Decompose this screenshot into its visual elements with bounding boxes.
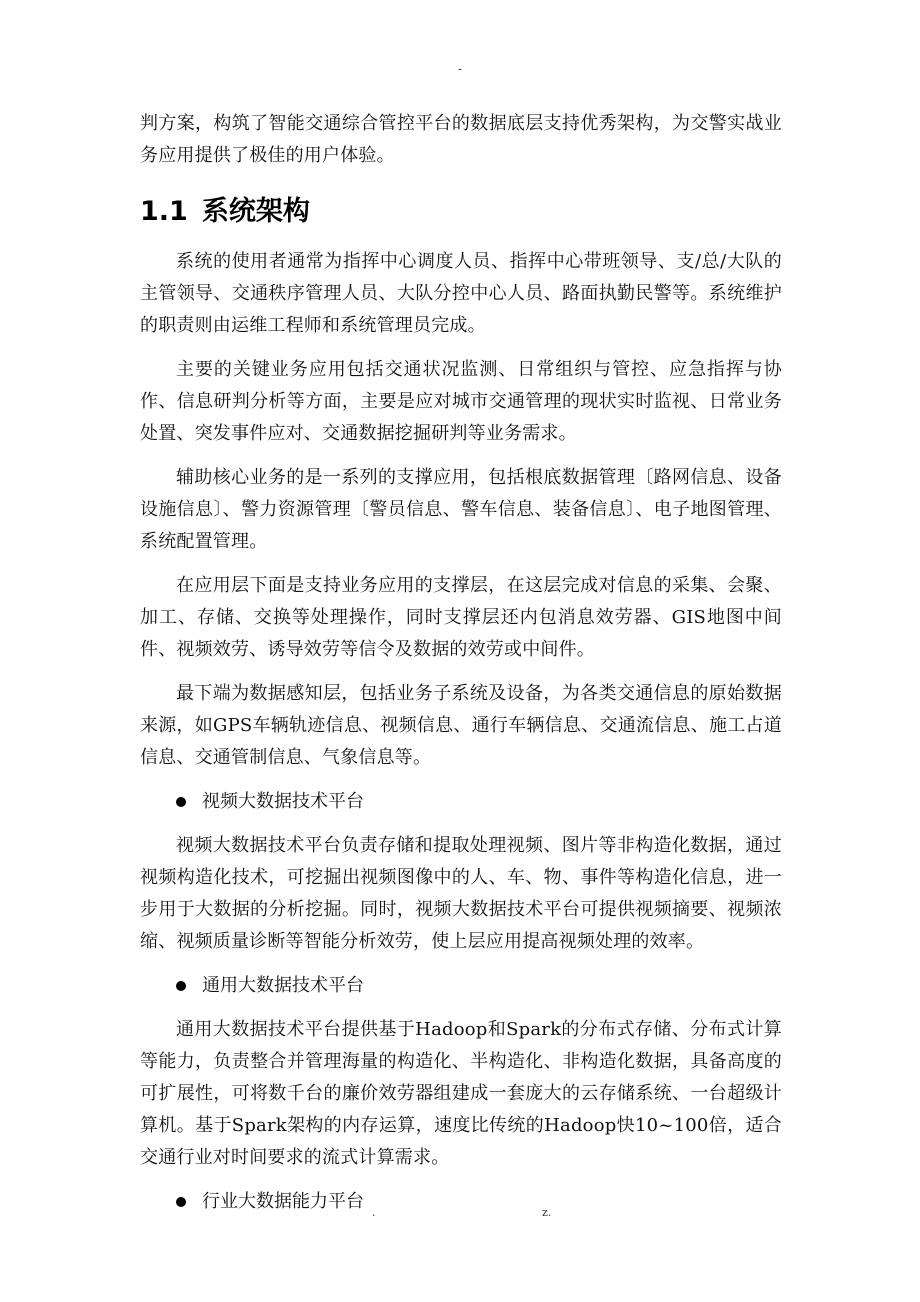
section-number: 1.1 bbox=[140, 196, 188, 227]
bullet-label: 视频大数据技术平台 bbox=[202, 791, 364, 812]
footer-right-mark: z. bbox=[542, 1206, 552, 1219]
paragraph-support-layer: 在应用层下面是支持业务应用的支撑层，在这层完成对信息的采集、会聚、加工、存储、交换等处理操作，同时支撑层还内包消息效劳器、GIS地图中间件、视频效劳、诱导效劳等信令及数据的效劳或中间件。 bbox=[140, 575, 782, 660]
bullet-dot-icon bbox=[176, 981, 186, 991]
paragraph-users: 系统的使用者通常为指挥中心调度人员、指挥中心带班领导、支/总/大队的主管领导、交通秩序管理人员、大队分控中心人员、路面执勤民警等。系统维护的职责则由运维工程师和系统管理员完成。 bbox=[140, 251, 782, 336]
bullet-dot-icon bbox=[176, 1197, 186, 1207]
section-title: 系统架构 bbox=[201, 196, 310, 227]
paragraph-perception-layer: 最下端为数据感知层，包括业务子系统及设备，为各类交通信息的原始数据来源，如GPS车辆轨迹信息、视频信息、通行车辆信息、交通流信息、施工占道信息、交通管制信息、气象信息等。 bbox=[140, 683, 782, 768]
header-mark: - bbox=[457, 62, 463, 76]
bullet-dot-icon bbox=[176, 797, 186, 807]
section-heading bbox=[140, 194, 782, 230]
paragraph-key-apps: 主要的关键业务应用包括交通状况监测、日常组织与管控、应急指挥与协作、信息研判分析等方面，主要是应对城市交通管理的现状实时监视、日常业务处置、突发事件应对、交通数据挖掘研判等业务需求。 bbox=[140, 359, 782, 444]
footer-left-mark: . bbox=[372, 1206, 376, 1219]
paragraph-support-apps: 辅助核心业务的是一系列的支撑应用，包括根底数据管理〔路网信息、设备设施信息〕、警力资源管理〔警员信息、警车信息、装备信息〕、电子地图管理、系统配置管理。 bbox=[140, 467, 782, 552]
bullet-general-platform bbox=[176, 970, 782, 1002]
bullet-label: 通用大数据技术平台 bbox=[202, 975, 364, 996]
bullet-industry-platform bbox=[176, 1186, 782, 1218]
paragraph-general-platform: 通用大数据技术平台提供基于Hadoop和Spark的分布式存储、分布式计算等能力，负责整合并管理海量的构造化、半构造化、非构造化数据，具备高度的可扩展性，可将数千台的廉价效劳器组建成一套庞大的云存储系统、一台超级计算机。基于Spark架构的内存运算，速度比传统的Hadoop快10~100倍，适合交通行业对时间要求的流式计算需求。 bbox=[140, 1019, 782, 1168]
bullet-video-platform bbox=[176, 786, 782, 818]
paragraph-video-platform: 视频大数据技术平台负责存储和提取处理视频、图片等非构造化数据，通过视频构造化技术，可挖掘出视频图像中的人、车、物、事件等构造化信息，进一步用于大数据的分析挖掘。同时，视频大数据技术平台可提供视频摘要、视频浓缩、视频质量诊断等智能分析效劳，使上层应用提高视频处理的效率。 bbox=[140, 835, 782, 952]
document-body bbox=[140, 108, 782, 1230]
paragraph-intro-continuation: 判方案，构筑了智能交通综合管控平台的数据底层支持优秀架构，为交警实战业务应用提供了极佳的用户体验。 bbox=[140, 113, 782, 166]
bullet-label: 行业大数据能力平台 bbox=[202, 1191, 364, 1212]
